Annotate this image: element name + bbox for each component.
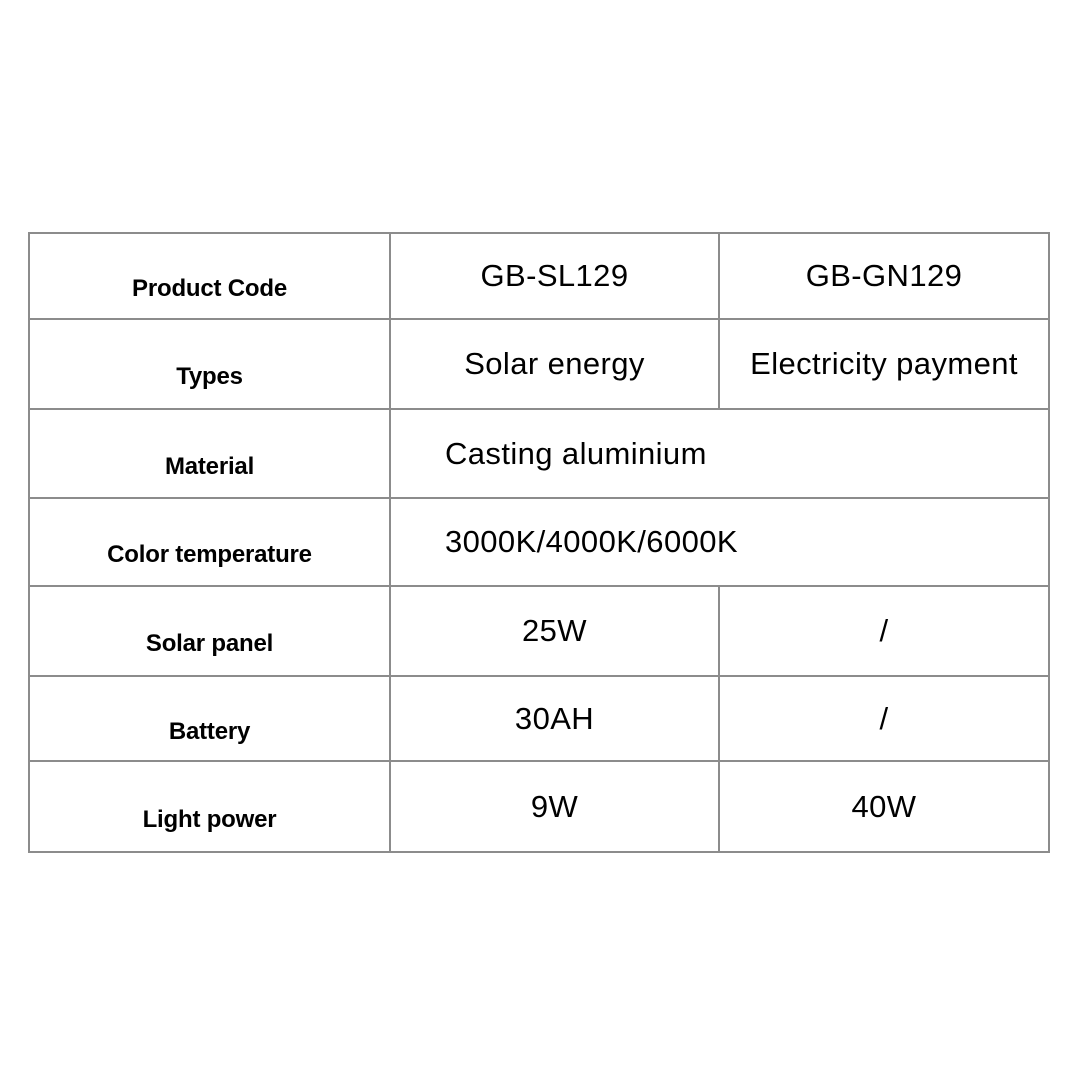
table-row-types — [29, 319, 1049, 409]
cell-value: 30AH — [514, 700, 595, 736]
cell-types-label — [29, 319, 390, 409]
cell-value: Solar energy — [464, 346, 645, 381]
row-label: Material — [164, 452, 255, 480]
row-label: Battery — [168, 717, 251, 745]
cell-battery-col2 — [719, 676, 1049, 761]
cell-value: Casting aluminium — [445, 435, 707, 471]
cell-light-power-col2 — [719, 761, 1049, 852]
row-label: Types — [176, 363, 243, 390]
row-label: Color temperature — [107, 541, 312, 568]
cell-light-power-col1 — [390, 761, 719, 852]
cell-solar-panel-col1 — [390, 586, 719, 676]
cell-value: 9W — [530, 788, 579, 824]
cell-value: GB-GN129 — [805, 258, 963, 293]
row-label: Product Code — [132, 275, 287, 302]
cell-value: / — [879, 613, 889, 648]
cell-battery-col1 — [390, 676, 719, 761]
cell-value: 40W — [851, 788, 917, 824]
cell-solar-panel-col2 — [719, 586, 1049, 676]
cell-color-temperature-value — [390, 498, 1049, 586]
cell-material-value — [390, 409, 1049, 498]
cell-value: 25W — [522, 613, 587, 648]
cell-types-col1 — [390, 319, 719, 409]
cell-product-code-label — [29, 233, 390, 319]
cell-light-power-label — [29, 761, 390, 852]
cell-solar-panel-label — [29, 586, 390, 676]
table-row-material — [29, 409, 1049, 498]
cell-color-temperature-label — [29, 498, 390, 586]
table-row-color-temperature — [29, 498, 1049, 586]
cell-value: 3000K/4000K/6000K — [445, 524, 738, 559]
table-row-light-power — [29, 761, 1049, 852]
table-row-product-code — [29, 233, 1049, 319]
row-label: Light power — [142, 805, 277, 833]
cell-value: Electricity payment — [750, 346, 1018, 381]
cell-types-col2 — [719, 319, 1049, 409]
table-row-battery — [29, 676, 1049, 761]
table-row-solar-panel — [29, 586, 1049, 676]
row-label: Solar panel — [145, 630, 274, 657]
cell-product-code-col2 — [719, 233, 1049, 319]
cell-material-label — [29, 409, 390, 498]
product-spec-table — [28, 232, 1050, 853]
cell-value: GB-SL129 — [480, 258, 629, 293]
cell-value: / — [879, 700, 889, 736]
cell-battery-label — [29, 676, 390, 761]
cell-product-code-col1 — [390, 233, 719, 319]
